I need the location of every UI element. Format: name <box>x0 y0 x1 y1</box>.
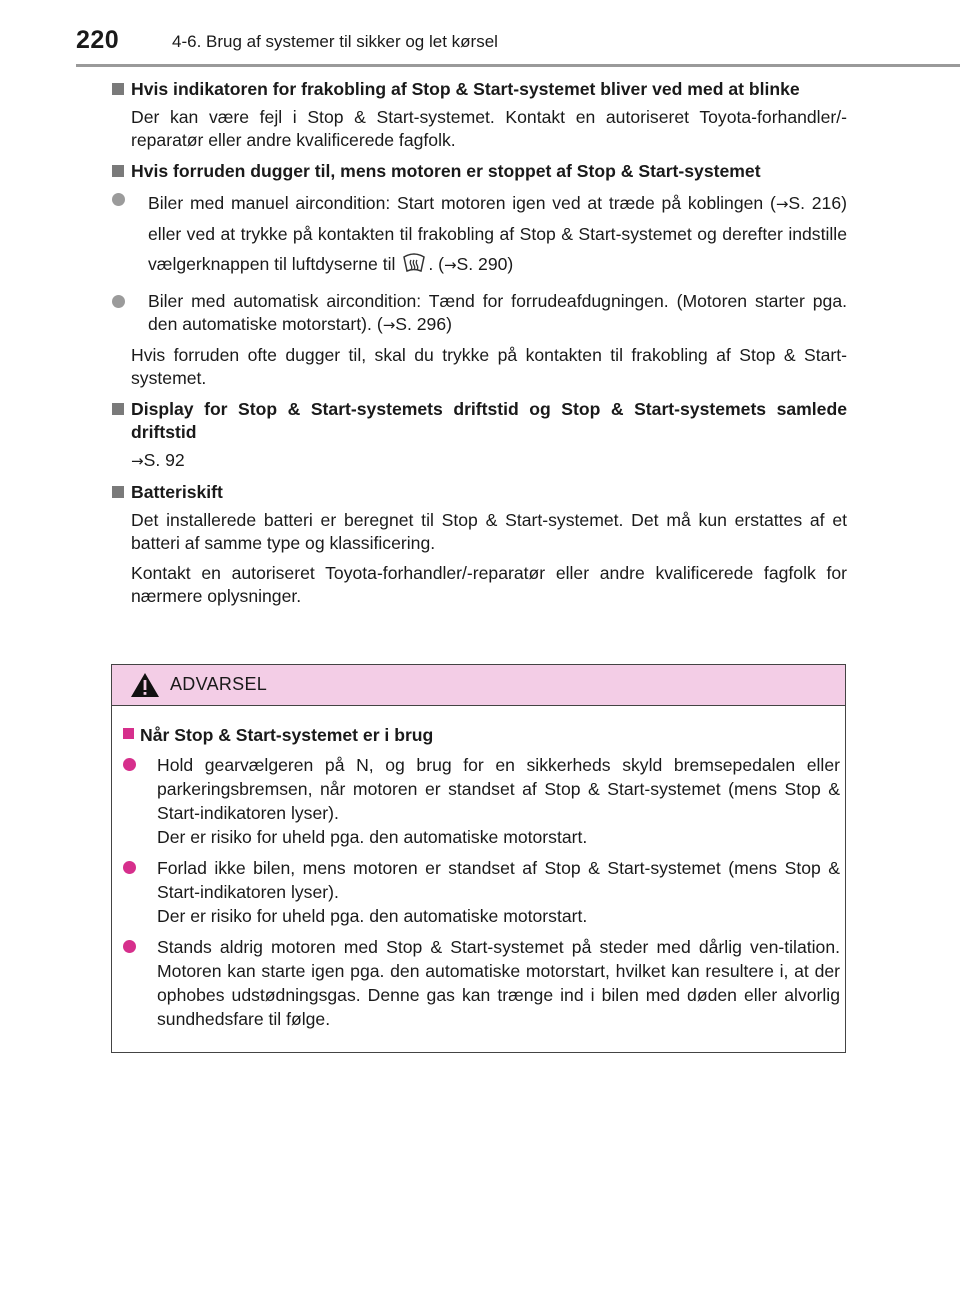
section-square-icon <box>112 165 124 177</box>
right-arrow-icon: → <box>443 256 457 274</box>
warning-label: ADVARSEL <box>170 674 268 694</box>
right-arrow-icon: → <box>131 452 144 470</box>
section-display-runtime <box>112 398 847 473</box>
bullet-icon <box>123 758 136 771</box>
section-title: Display for Stop & Start-systemets driftstid og Stop & Start-systemets samlede driftstid <box>112 398 847 444</box>
section-square-icon <box>112 83 124 95</box>
page-reference: S. 290 <box>456 254 508 274</box>
warning-header <box>112 665 845 706</box>
section-title: Hvis indikatoren for frakobling af Stop & Start-systemet bliver ved med at blinke <box>112 78 847 101</box>
section-indicator-blinking <box>112 78 847 152</box>
list-item: Biler med manuel aircondition: Start motoren igen ved at træde på koblingen (→S. 216) eller ved at trykke på kontakten til frakobling af Stop & Start-systemet og derefter indstille vælgerknappen til luftdyserne til . (→S. 290) <box>112 188 847 283</box>
section-square-icon <box>112 486 124 498</box>
warning-body <box>123 723 840 1038</box>
list-item: Hold gearvælgeren på N, og brug for en sikkerheds skyld bremsepedalen eller parkeringsbremsen, når motoren er standset af Stop & Start-systemet (mens Stop & Start-indikatoren lyser). Der er risiko for uheld pga. den automatiske motorstart. <box>123 753 840 849</box>
page-reference: S. 216 <box>788 193 842 213</box>
bullet-icon <box>123 861 136 874</box>
page-reference: S. 92 <box>143 450 185 470</box>
page-reference: S. 296 <box>395 314 447 334</box>
warning-triangle-icon <box>130 672 160 703</box>
section-title: Batteriskift <box>112 481 847 504</box>
header-divider <box>76 64 960 67</box>
section-body: Det installerede batteri er beregnet til Stop & Start-systemet. Det må kun erstattes af et batteri af samme type og klassificering. <box>131 510 847 553</box>
bullet-icon <box>123 940 136 953</box>
bullet-icon <box>112 295 125 308</box>
warning-square-icon <box>123 728 134 739</box>
right-arrow-icon: → <box>775 195 789 213</box>
list-item: Stands aldrig motoren med Stop & Start-systemet på steder med dårlig ven-tilation. Motoren kan starte igen pga. den automatiske motorstart, hvilket kan resultere i, at der ophobes udstødningsgas. Denne gas kan trænge ind i bilen med døden eller alvorlig sundhedsfare til følge. <box>123 935 840 1031</box>
list-item: Forlad ikke bilen, mens motoren er standset af Stop & Start-systemet (mens Stop & Start-indikatoren lyser). Der er risiko for uheld pga. den automatiske motorstart. <box>123 856 840 928</box>
section-body: Der kan være fejl i Stop & Start-systemet. Kontakt en autoriseret Toyota-forhandler/-reparatør eller andre kvalificerede fagfolk. <box>131 107 847 150</box>
warning-box <box>111 664 846 1053</box>
windshield-defroster-icon <box>402 252 426 283</box>
chapter-title: 4-6. Brug af systemer til sikker og let kørsel <box>172 32 498 51</box>
section-title: Hvis forruden dugger til, mens motoren er stoppet af Stop & Start-systemet <box>112 160 847 183</box>
bullet-icon <box>112 193 125 206</box>
right-arrow-icon: → <box>382 316 396 334</box>
page-number: 220 <box>76 26 120 54</box>
section-note: Hvis forruden ofte dugger til, skal du trykke på kontakten til frakobling af Stop & Start-systemet. <box>131 345 847 388</box>
section-body: Kontakt en autoriseret Toyota-forhandler/-reparatør eller andre kvalificerede fagfolk for nærmere oplysninger. <box>131 563 847 606</box>
section-square-icon <box>112 403 124 415</box>
warning-title: Når Stop & Start-systemet er i brug <box>123 723 840 747</box>
main-content <box>112 78 847 616</box>
section-windshield-fog <box>112 160 847 390</box>
list-item: Biler med automatisk aircondition: Tænd for forrudeafdugningen. (Motoren starter pga. den automatiske motorstart). (→S. 296) <box>112 290 847 337</box>
page-header <box>76 26 960 66</box>
section-battery <box>112 481 847 608</box>
